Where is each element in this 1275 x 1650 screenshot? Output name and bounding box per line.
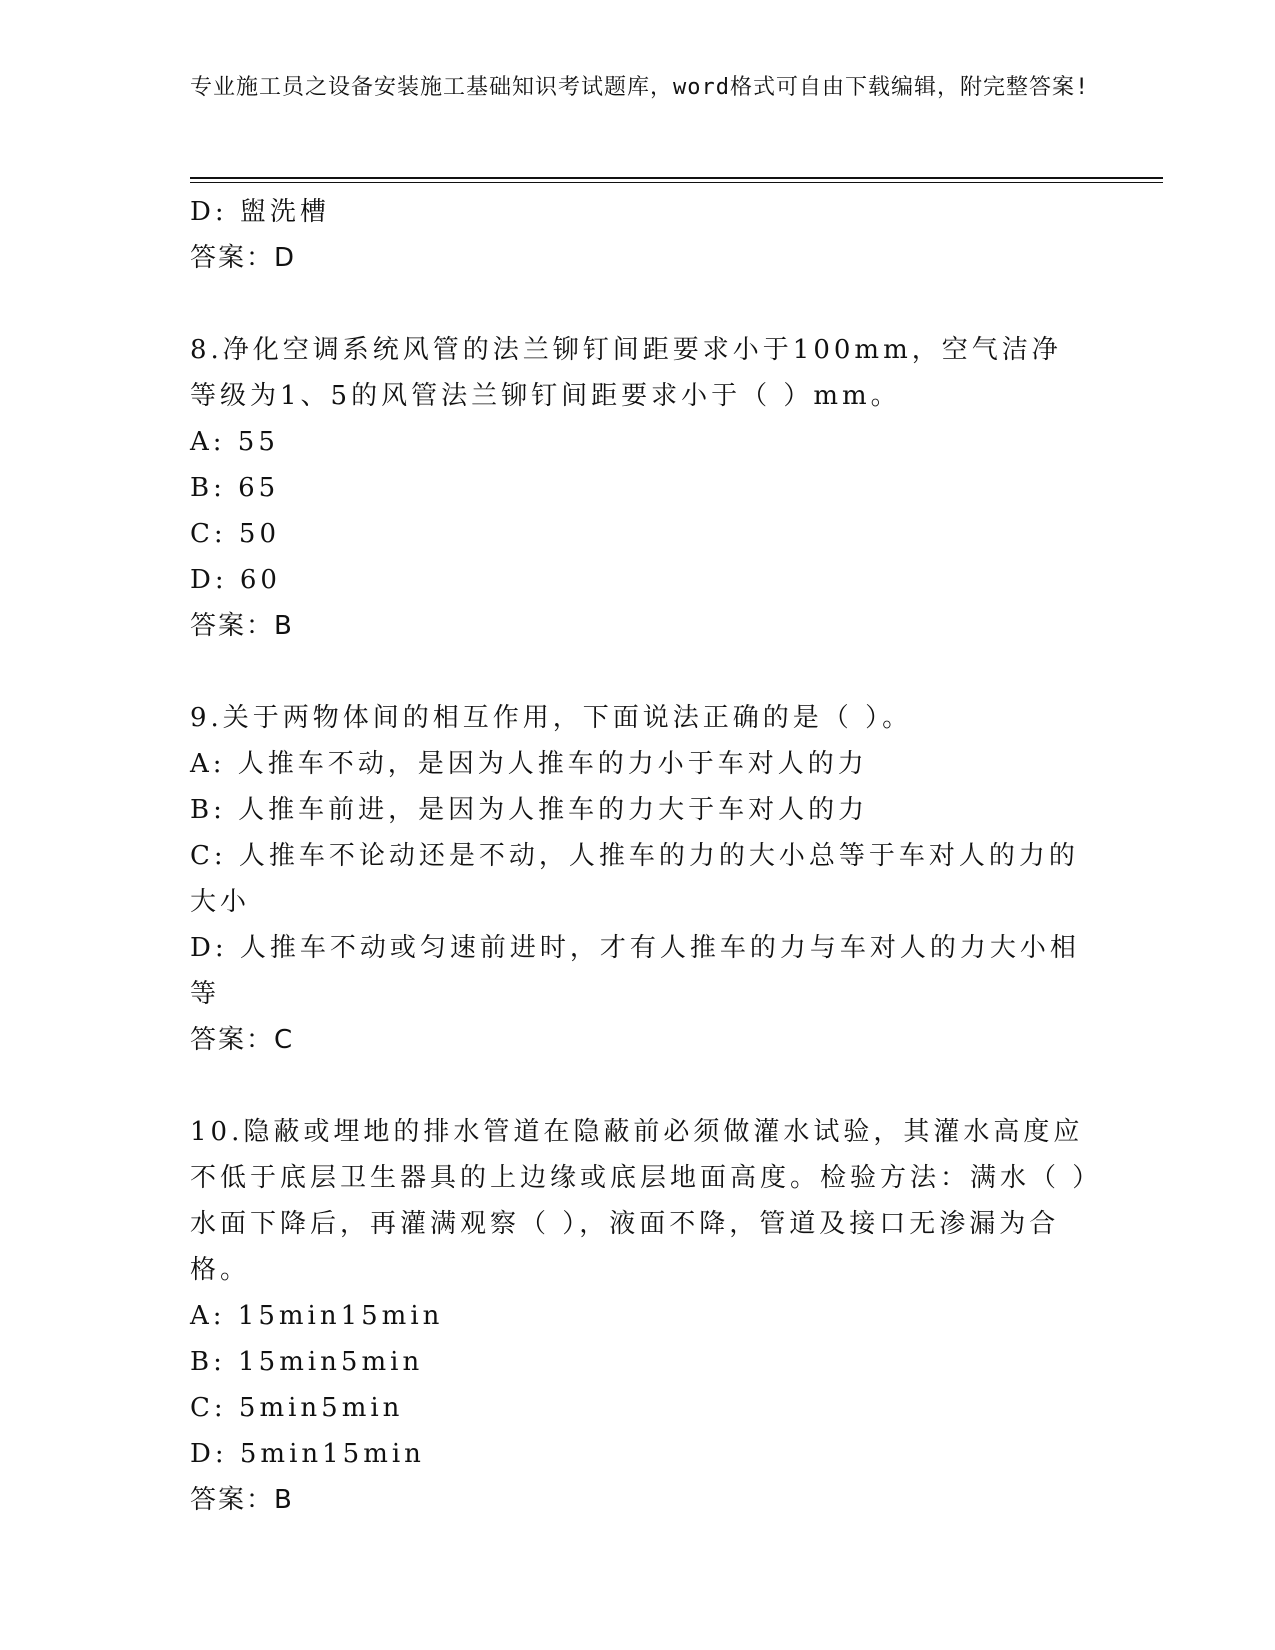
option-a: A: 15min15min	[190, 1301, 444, 1331]
document-body	[190, 189, 1090, 1523]
option-b: B: 15min5min	[190, 1347, 424, 1377]
answer-line: 答案：B	[190, 1485, 294, 1515]
header-rule-thin	[190, 182, 1163, 183]
question-8	[190, 327, 1090, 649]
option-c: C: 50	[190, 519, 281, 549]
option-c: C: 5min5min	[190, 1393, 404, 1423]
option-d: D: 人推车不动或匀速前进时，才有人推车的力与车对人的力大小相等	[190, 933, 1080, 1009]
question-9	[190, 695, 1090, 1063]
option-d: D: 盥洗槽	[190, 197, 330, 227]
question-stem: 9.关于两物体间的相互作用，下面说法正确的是（ ）。	[190, 703, 913, 733]
option-b: B: 人推车前进，是因为人推车的力大于车对人的力	[190, 795, 869, 825]
question-10	[190, 1109, 1090, 1523]
document-header: 专业施工员之设备安装施工基础知识考试题库，word格式可自由下载编辑，附完整答案!	[190, 75, 1090, 100]
answer-line: 答案：D	[190, 243, 297, 273]
option-d: D: 60	[190, 565, 281, 595]
option-a: A: 人推车不动，是因为人推车的力小于车对人的力	[190, 749, 868, 779]
option-d: D: 5min15min	[190, 1439, 425, 1469]
question-stem: 10.隐蔽或埋地的排水管道在隐蔽前必须做灌水试验，其灌水高度应不低于底层卫生器具的上边缘或底层地面高度。检验方法：满水（ ）水面下降后，再灌满观察（ ），液面不降，管道及接口无渗漏为合格。	[190, 1117, 1090, 1285]
option-b: B: 65	[190, 473, 280, 503]
answer-line: 答案：C	[190, 1025, 295, 1055]
prev-question-tail	[190, 189, 1090, 281]
question-stem: 8.净化空调系统风管的法兰铆钉间距要求小于100mm，空气洁净等级为1、5的风管法兰铆钉间距要求小于（ ）mm。	[190, 335, 1062, 411]
option-a: A: 55	[190, 427, 279, 457]
option-c: C: 人推车不论动还是不动，人推车的力的大小总等于车对人的力的大小	[190, 841, 1079, 917]
header-rule-thick	[190, 177, 1163, 179]
answer-line: 答案：B	[190, 611, 294, 641]
